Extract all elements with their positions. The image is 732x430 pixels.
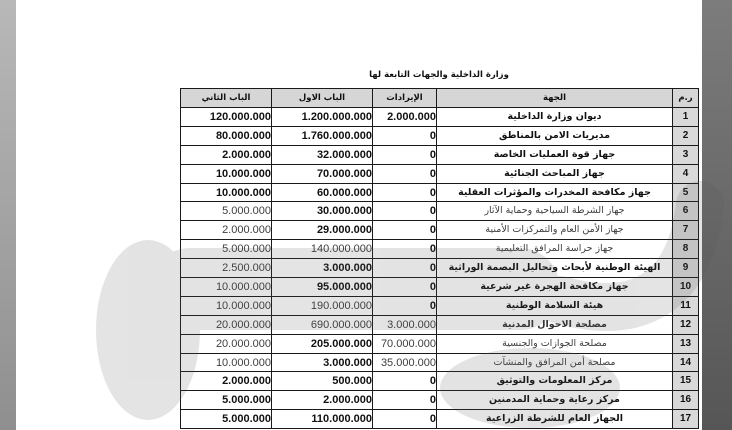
cell-num: 5 [673,183,699,202]
cell-entity: جهاز قوة العمليات الخاصة [437,145,673,164]
cell-num: 17 [673,410,699,429]
cell-chapter1: 205.000.000 [272,334,373,353]
cell-chapter1: 95.000.000 [272,278,373,297]
cell-chapter2: 5.000.000 [181,391,272,410]
cell-chapter2: 2.000.000 [181,372,272,391]
cell-entity: جهاز حراسة المرافق التعليمية [437,240,673,259]
cell-num: 1 [673,108,699,127]
header-chapter-one: الباب الاول [272,89,373,108]
cell-entity: مركز المعلومات والتوثيق [437,372,673,391]
header-entity: الجهة [437,89,673,108]
cell-chapter1: 70.000.000 [272,164,373,183]
cell-entity: مركز رعاية وحماية المدمنين [437,391,673,410]
cell-chapter1: 140.000.000 [272,240,373,259]
cell-num: 8 [673,240,699,259]
cell-chapter2: 10.000.000 [181,278,272,297]
header-row-number: ر.م [673,89,699,108]
table-row [181,372,699,391]
table-header-row [181,89,699,108]
cell-chapter2: 2.500.000 [181,259,272,278]
table-row [181,259,699,278]
cell-revenue: 0 [373,296,437,315]
cell-revenue: 70.000.000 [373,334,437,353]
table-row [181,145,699,164]
cell-revenue: 0 [373,145,437,164]
cell-chapter1: 29.000.000 [272,221,373,240]
cell-entity: جهاز الأمن العام والتمركزات الأمنية [437,221,673,240]
cell-num: 10 [673,278,699,297]
cell-revenue: 0 [373,183,437,202]
cell-chapter2: 5.000.000 [181,410,272,429]
cell-chapter1: 3.000.000 [272,259,373,278]
cell-chapter1: 1.760.000.000 [272,126,373,145]
cell-revenue: 2.000.000 [373,108,437,127]
cell-entity: هيئة السلامة الوطنية [437,296,673,315]
cell-revenue: 0 [373,391,437,410]
cell-revenue: 0 [373,164,437,183]
table-row [181,296,699,315]
table-row [181,240,699,259]
table-row [181,202,699,221]
header-chapter-two: الباب الثاني [181,89,272,108]
header-revenue: الإيرادات [373,89,437,108]
cell-chapter1: 500.000 [272,372,373,391]
cell-chapter2: 10.000.000 [181,296,272,315]
cell-revenue: 0 [373,372,437,391]
cell-revenue: 0 [373,202,437,221]
cell-chapter1: 2.000.000 [272,391,373,410]
cell-num: 9 [673,259,699,278]
cell-chapter1: 190.000.000 [272,296,373,315]
cell-entity: جهاز مكافحة الهجرة غير شرعية [437,278,673,297]
cell-entity: مديريات الامن بالمناطق [437,126,673,145]
cell-revenue: 3.000.000 [373,315,437,334]
cell-num: 12 [673,315,699,334]
scan-frame-left [0,0,16,430]
table-row [181,278,699,297]
table-row [181,108,699,127]
cell-num: 4 [673,164,699,183]
cell-revenue: 0 [373,259,437,278]
table-row [181,315,699,334]
cell-chapter1: 1.200.000.000 [272,108,373,127]
table-row [181,221,699,240]
cell-revenue: 0 [373,240,437,259]
table-row [181,126,699,145]
table-body [181,108,699,429]
cell-num: 7 [673,221,699,240]
cell-chapter2: 5.000.000 [181,240,272,259]
cell-revenue: 0 [373,126,437,145]
cell-num: 2 [673,126,699,145]
cell-revenue: 35.000.000 [373,353,437,372]
cell-entity: مصلحة الاحوال المدنية [437,315,673,334]
cell-chapter2: 10.000.000 [181,183,272,202]
cell-entity: مصلحة الجوازات والجنسية [437,334,673,353]
table-row [181,334,699,353]
cell-revenue: 0 [373,278,437,297]
table-row [181,164,699,183]
cell-chapter1: 3.000.000 [272,353,373,372]
cell-chapter1: 30.000.000 [272,202,373,221]
cell-entity: ديوان وزارة الداخلية [437,108,673,127]
document-title: وزارة الداخلية والجهات التابعة لها [369,70,509,80]
cell-entity: جهاز مكافحة المخدرات والمؤثرات العقلية [437,183,673,202]
cell-num: 6 [673,202,699,221]
table-row [181,410,699,429]
cell-entity: جهاز الشرطة السياحية وحماية الآثار [437,202,673,221]
cell-chapter2: 2.000.000 [181,221,272,240]
cell-entity: الهيئة الوطنية لأبحاث وتحاليل البصمة الوراثية [437,259,673,278]
table-row [181,183,699,202]
cell-num: 15 [673,372,699,391]
cell-chapter1: 690.000.000 [272,315,373,334]
cell-chapter2: 20.000.000 [181,334,272,353]
cell-chapter2: 80.000.000 [181,126,272,145]
table-row [181,391,699,410]
cell-chapter1: 60.000.000 [272,183,373,202]
cell-num: 13 [673,334,699,353]
cell-chapter2: 120.000.000 [181,108,272,127]
cell-num: 14 [673,353,699,372]
cell-entity: مصلحة أمن المرافق والمنشآت [437,353,673,372]
cell-chapter2: 20.000.000 [181,315,272,334]
cell-chapter1: 110.000.000 [272,410,373,429]
cell-revenue: 0 [373,410,437,429]
cell-num: 11 [673,296,699,315]
cell-entity: جهاز المباحث الجنائية [437,164,673,183]
cell-chapter1: 32.000.000 [272,145,373,164]
cell-revenue: 0 [373,221,437,240]
cell-chapter2: 10.000.000 [181,164,272,183]
table-row [181,353,699,372]
budget-table [180,88,699,429]
cell-chapter2: 5.000.000 [181,202,272,221]
cell-num: 3 [673,145,699,164]
cell-num: 16 [673,391,699,410]
cell-chapter2: 10.000.000 [181,353,272,372]
cell-entity: الجهاز العام للشرطة الزراعية [437,410,673,429]
cell-chapter2: 2.000.000 [181,145,272,164]
scan-frame-right [702,0,732,430]
